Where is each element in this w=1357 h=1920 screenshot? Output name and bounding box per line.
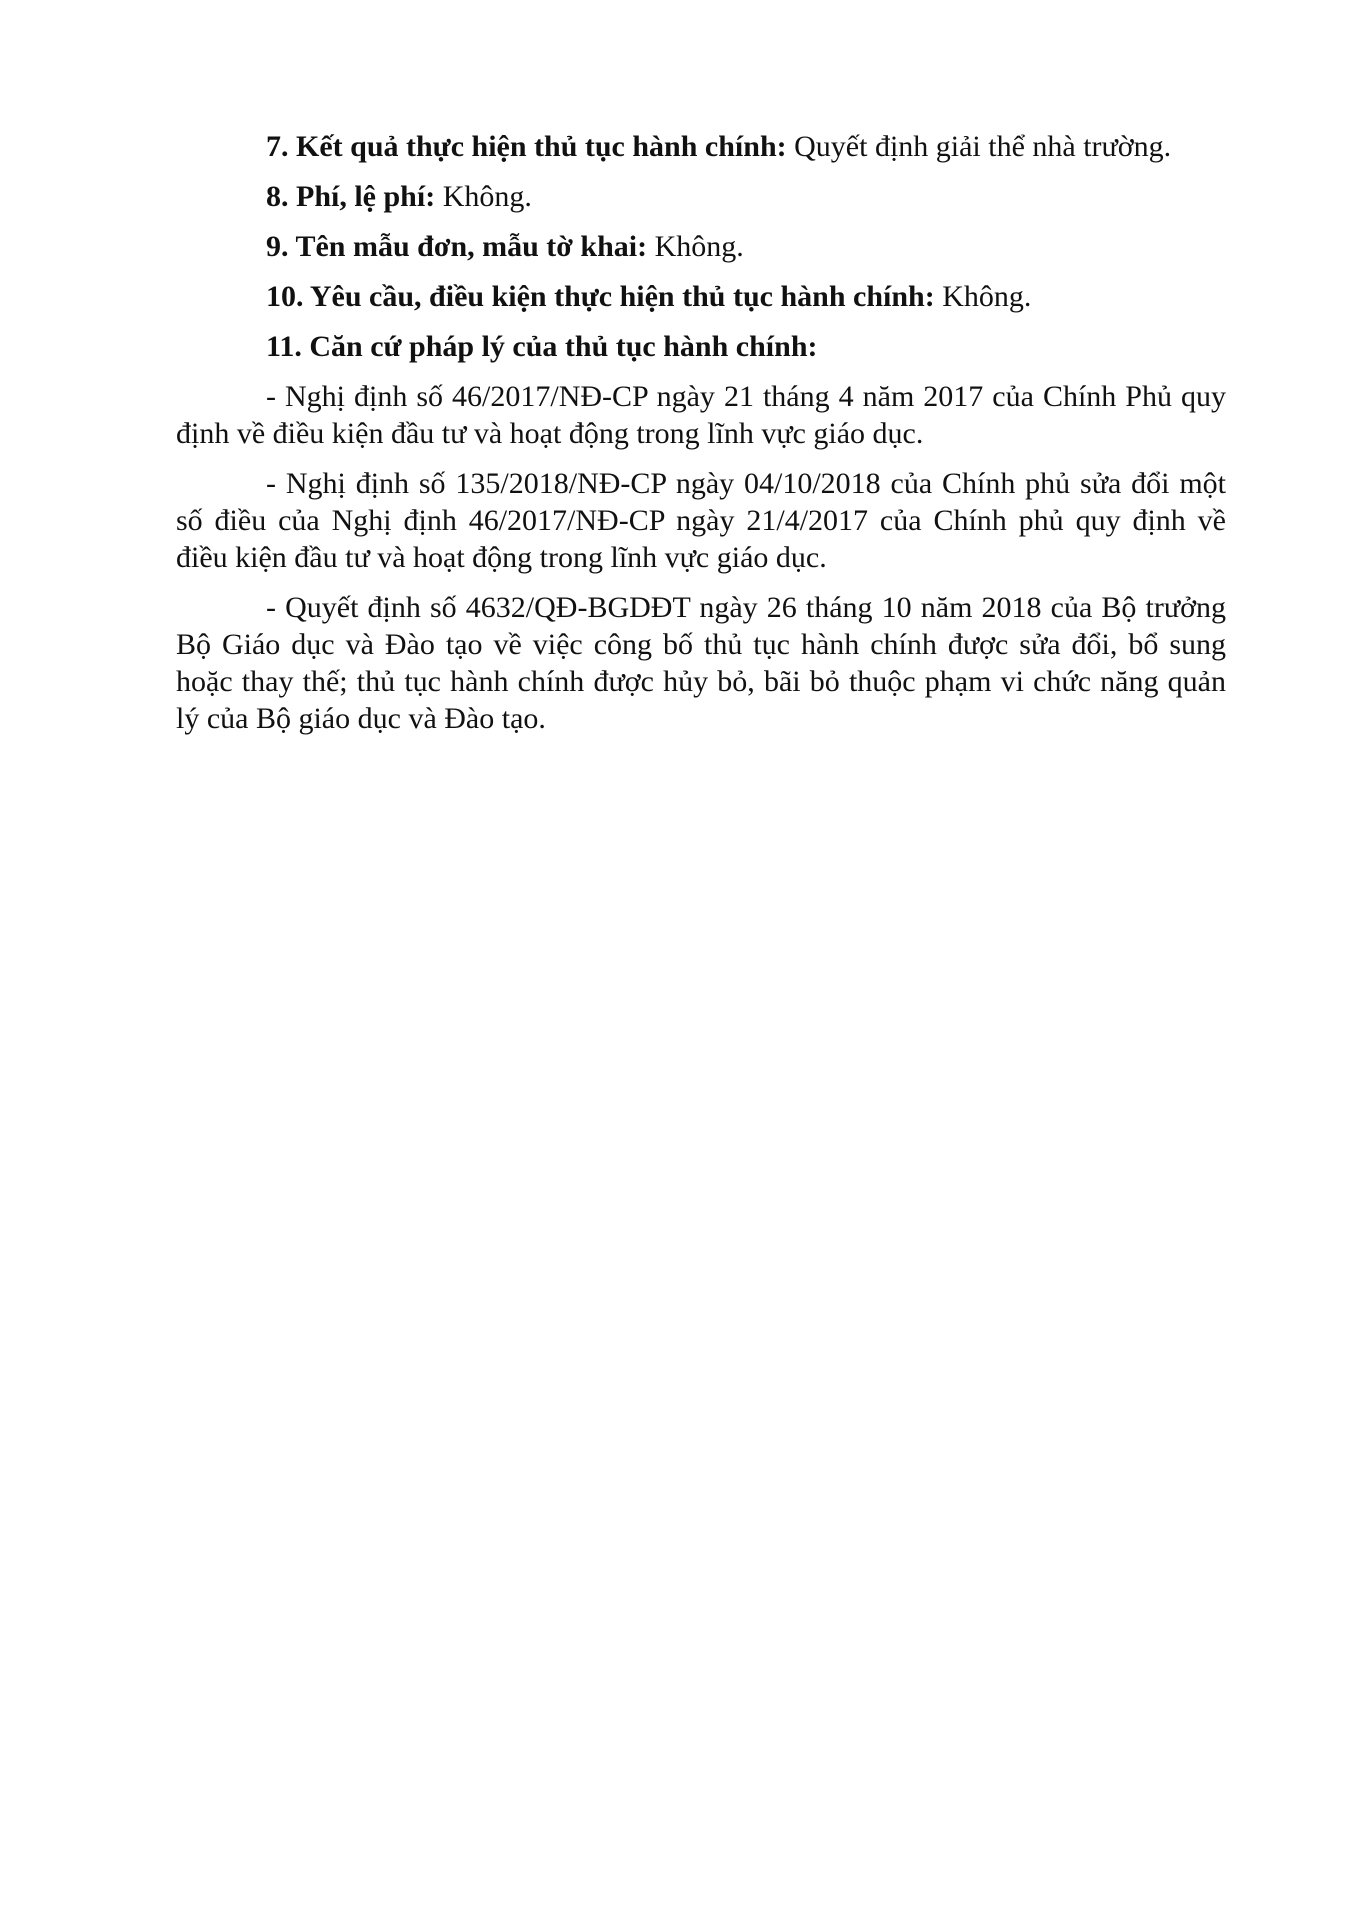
legal-item-decree-46: - Nghị định số 46/2017/NĐ-CP ngày 21 tháng 4 năm 2017 của Chính Phủ quy định về điều kiện đầu tư và hoạt động trong lĩnh vực giáo dục. (176, 380, 1226, 450)
requirements-section (176, 278, 1226, 315)
result-value: Quyết định giải thể nhà trường. (786, 130, 1172, 163)
legal-basis-label: 11. Căn cứ pháp lý của thủ tục hành chính: (266, 330, 818, 363)
forms-value: Không. (647, 230, 744, 263)
fees-section (176, 178, 1226, 215)
forms-section (176, 228, 1226, 265)
legal-basis-heading (176, 328, 1226, 365)
legal-item-decree-135: - Nghị định số 135/2018/NĐ-CP ngày 04/10/2018 của Chính phủ sửa đổi một số điều của Nghị định 46/2017/NĐ-CP ngày 21/4/2017 của Chính phủ quy định về điều kiện đầu tư và hoạt động trong lĩnh vực giáo dục. (176, 467, 1226, 574)
result-label: 7. Kết quả thực hiện thủ tục hành chính: (266, 130, 787, 163)
result-section (176, 128, 1226, 165)
document-body (176, 128, 1226, 750)
requirements-label: 10. Yêu cầu, điều kiện thực hiện thủ tục hành chính: (266, 280, 935, 313)
fees-value: Không. (435, 180, 532, 213)
fees-label: 8. Phí, lệ phí: (266, 180, 436, 213)
requirements-value: Không. (934, 280, 1032, 313)
legal-item-decision-4632: - Quyết định số 4632/QĐ-BGDĐT ngày 26 tháng 10 năm 2018 của Bộ trưởng Bộ Giáo dục và Đào tạo về việc công bố thủ tục hành chính được sửa đổi, bổ sung hoặc thay thế; thủ tục hành chính được hủy bỏ, bãi bỏ thuộc phạm vi chức năng quản lý của Bộ giáo dục và Đào tạo. (176, 591, 1226, 735)
forms-label: 9. Tên mẫu đơn, mẫu tờ khai: (266, 230, 648, 263)
